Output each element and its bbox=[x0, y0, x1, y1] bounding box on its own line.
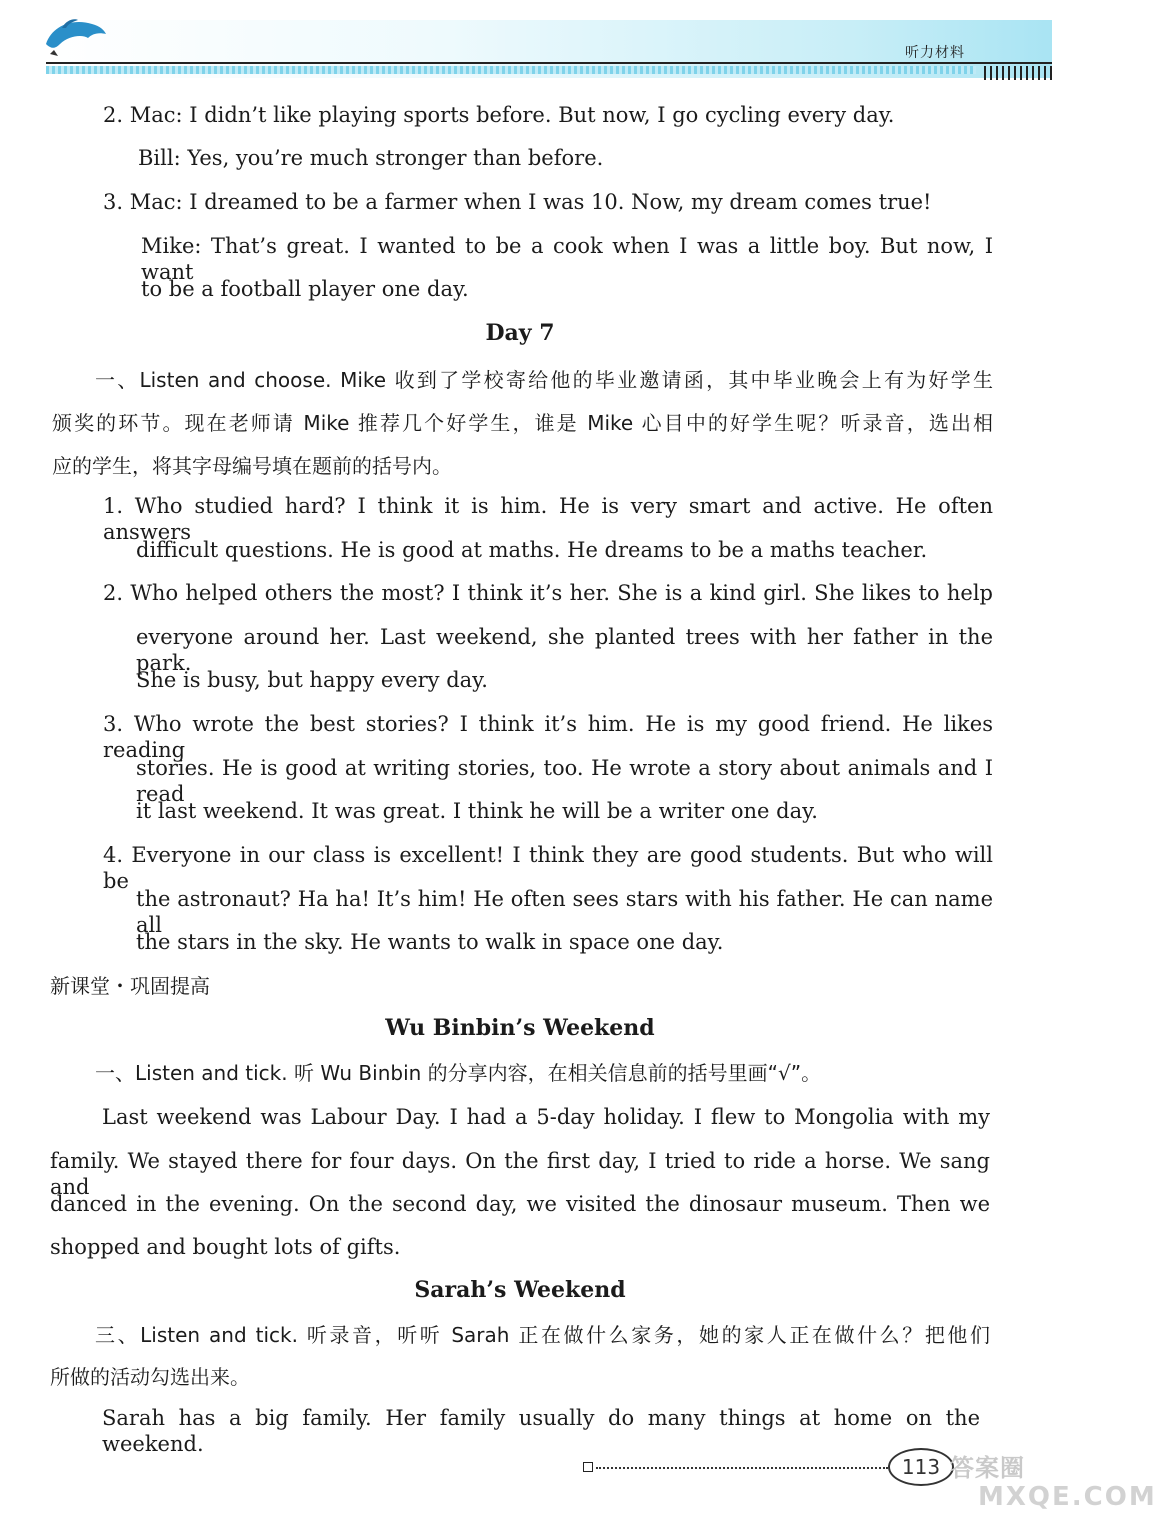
list-item: 4. Everyone in our class is excellent! I think they are good students. But who will be bbox=[103, 843, 993, 893]
list-item: 3. Who wrote the best stories? I think it’s him. He is my good friend. He likes reading bbox=[103, 712, 993, 762]
list-item: the stars in the sky. He wants to walk in space one day. bbox=[136, 930, 724, 954]
header-ticks bbox=[984, 66, 1052, 80]
page-number: 113 bbox=[888, 1448, 954, 1486]
list-item: stories. He is good at writing stories, too. He wrote a story about animals and I read bbox=[136, 756, 993, 806]
footer-dotted-rule bbox=[596, 1467, 888, 1469]
header-title: 听力材料 bbox=[905, 45, 965, 61]
header-rule bbox=[46, 62, 1052, 64]
paragraph-line: Last weekend was Labour Day. I had a 5-day holiday. I flew to Mongolia with my bbox=[102, 1105, 990, 1129]
list-item: the astronaut? Ha ha! It’s him! He often sees stars with his father. He can name all bbox=[136, 887, 993, 937]
dialog-line: to be a football player one day. bbox=[141, 277, 469, 301]
dialog-line: 3. Mac: I dreamed to be a farmer when I was 10. Now, my dream comes true! bbox=[103, 190, 932, 214]
dialog-line: Bill: Yes, you’re much stronger than before. bbox=[138, 146, 604, 170]
instruction-line: 应的学生，将其字母编号填在题前的括号内。 bbox=[52, 454, 452, 478]
header-stripe bbox=[46, 66, 976, 74]
section-heading-wu: Wu Binbin’s Weekend bbox=[385, 1015, 655, 1041]
paragraph-line: family. We stayed there for four days. On the first day, I tried to ride a horse. We sang and bbox=[50, 1149, 990, 1199]
watermark-logo: 答案圈 bbox=[950, 1454, 1025, 1482]
watermark-logo: MXQE.COM bbox=[978, 1482, 1157, 1512]
instruction-line: 所做的活动勾选出来。 bbox=[50, 1365, 250, 1389]
page-header bbox=[0, 0, 1070, 90]
footer-square-icon bbox=[583, 1462, 593, 1472]
page-footer bbox=[0, 1440, 1070, 1500]
dialog-line: 2. Mac: I didn’t like playing sports before. But now, I go cycling every day. bbox=[103, 103, 895, 127]
paragraph-line: danced in the evening. On the second day, we visited the dinosaur museum. Then we bbox=[50, 1192, 990, 1216]
instruction-line: 颁奖的环节。现在老师请 Mike 推荐几个好学生，谁是 Mike 心目中的好学生呢？听录音，选出相 bbox=[52, 411, 993, 435]
instruction-line: 一、Listen and choose. Mike 收到了学校寄给他的毕业邀请函，其中毕业晚会上有为好学生 bbox=[95, 368, 993, 392]
list-item: 1. Who studied hard? I think it is him. He is very smart and active. He often answers bbox=[103, 494, 993, 544]
list-item: difficult questions. He is good at maths. He dreams to be a maths teacher. bbox=[136, 538, 928, 562]
list-item: it last weekend. It was great. I think he will be a writer one day. bbox=[136, 799, 818, 823]
dolphin-logo-icon bbox=[42, 14, 108, 60]
list-item: everyone around her. Last weekend, she planted trees with her father in the park. bbox=[136, 625, 993, 675]
instruction-line: 一、Listen and tick. 听 Wu Binbin 的分享内容，在相关信息前的括号里画“√”。 bbox=[95, 1061, 822, 1085]
section-heading-sarah: Sarah’s Weekend bbox=[414, 1277, 626, 1303]
list-item: She is busy, but happy every day. bbox=[136, 668, 488, 692]
list-item: 2. Who helped others the most? I think it’s her. She is a kind girl. She likes to help bbox=[103, 581, 993, 605]
paragraph-line: shopped and bought lots of gifts. bbox=[50, 1235, 401, 1259]
dialog-line: Mike: That’s great. I wanted to be a cook when I was a little boy. But now, I want bbox=[141, 234, 993, 284]
section-label: 新课堂・巩固提高 bbox=[50, 974, 210, 998]
section-heading-day7: Day 7 bbox=[485, 320, 555, 346]
instruction-line: 三、Listen and tick. 听录音，听听 Sarah 正在做什么家务，她的家人正在做什么？把他们 bbox=[95, 1323, 990, 1347]
paragraph-line: Sarah has a big family. Her family usually do many things at home on the weekend. bbox=[102, 1406, 980, 1456]
